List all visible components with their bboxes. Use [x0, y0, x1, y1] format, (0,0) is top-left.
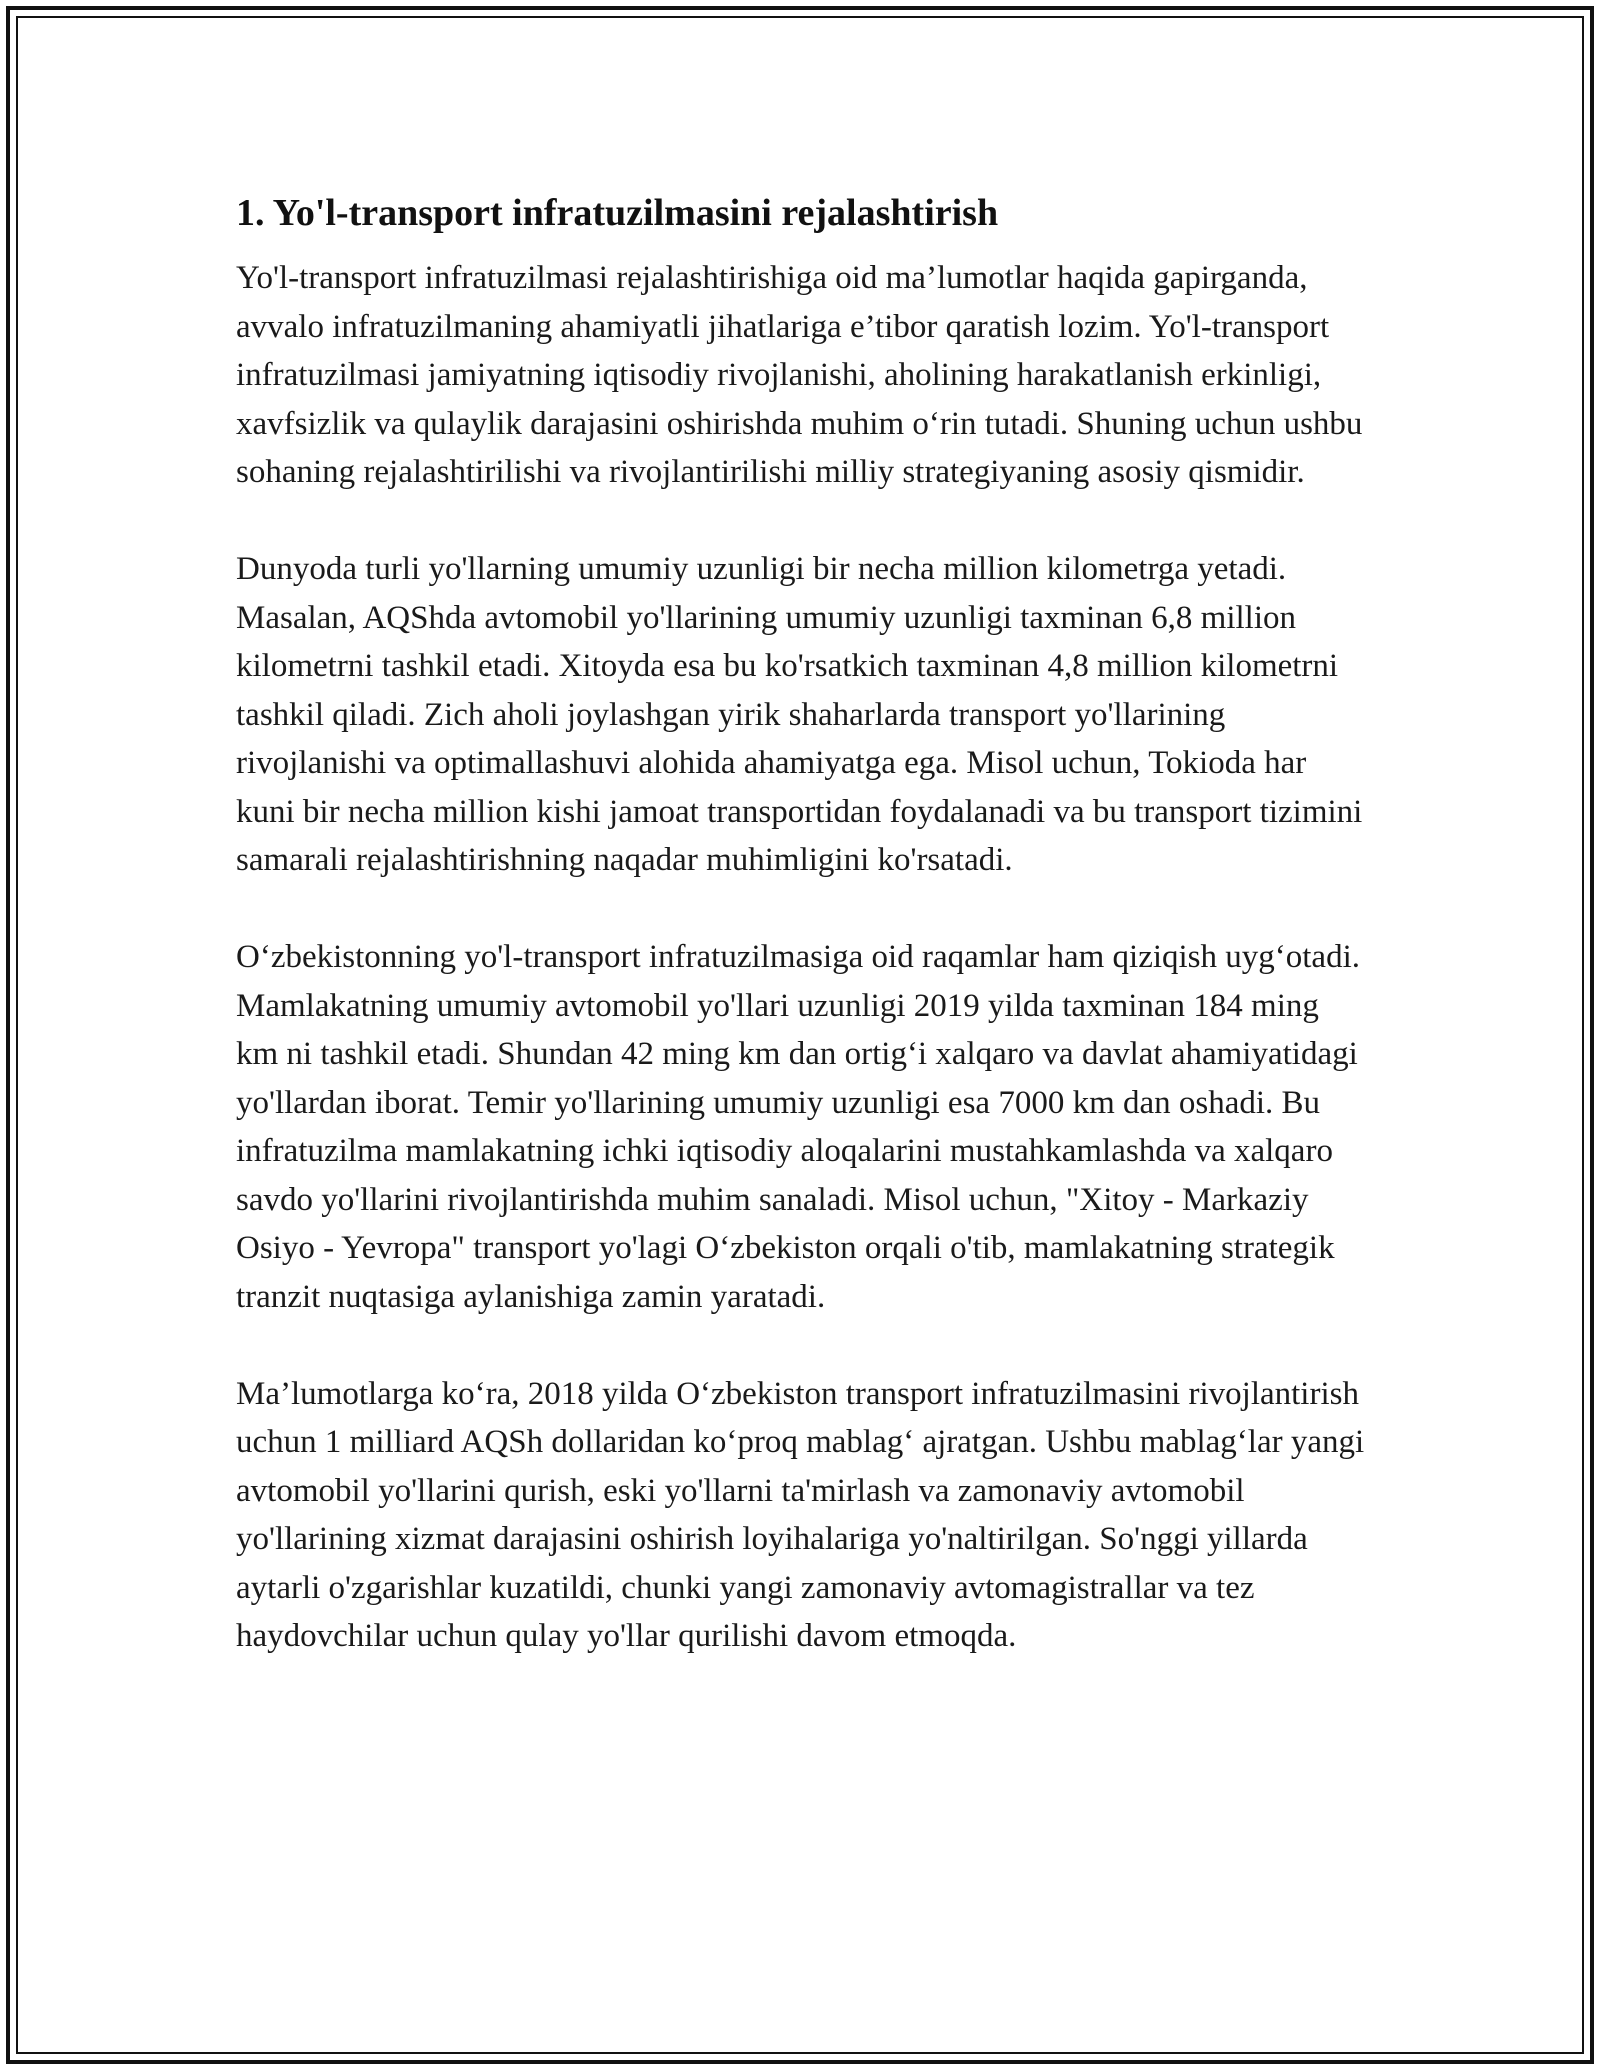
- paragraph-uzbekistan-roads: O‘zbekistonning yo'l-transport infratuzilmasiga oid raqamlar ham qiziqish uyg‘otadi. Mamlakatning umumiy avtomobil yo'llari uzunligi 2019 yilda taxminan 184 ming km ni tashkil etadi. Shundan 42 ming km dan ortig‘i xalqaro va davlat ahamiyatidagi yo'llardan iborat. Temir yo'llarining umumiy uzunligi esa 7000 km dan oshadi. Bu infratuzilma mamlakatning ichki iqtisodiy aloqalarini mustahkamlashda va xalqaro savdo yo'llarini rivojlantirishda muhim sanaladi. Misol uchun, "Xitoy - Markaziy Osiyo - Yevropa" transport yo'lagi O‘zbekiston orqali o'tib, mamlakatning strategik tranzit nuqtasiga aylanishiga zamin yaratadi.: [236, 939, 1360, 1315]
- document-body: [236, 186, 1366, 1709]
- paragraph-intro: Yo'l-transport infratuzilmasi rejalashtirishiga oid ma’lumotlar haqida gapirganda, avvalo infratuzilmaning ahamiyatli jihatlariga e’tibor qaratish lozim. Yo'l-transport infratuzilmasi jamiyatning iqtisodiy rivojlanishi, aholining harakatlanish erkinligi, xavfsizlik va qulaylik darajasini oshirishda muhim o‘rin tutadi. Shuning uchun ushbu sohaning rejalashtirilishi va rivojlantirilishi milliy strategiyaning asosiy qismidir.: [236, 260, 1363, 490]
- paragraph-world-roads: Dunyoda turli yo'llarning umumiy uzunligi bir necha million kilometrga yetadi. Masalan, AQShda avtomobil yo'llarining umumiy uzunligi taxminan 6,8 million kilometrni tashkil etadi. Xitoyda esa bu ko'rsatkich taxminan 4,8 million kilometrni tashkil qiladi. Zich aholi joylashgan yirik shaharlarda transport yo'llarining rivojlanishi va optimallashuvi alohida ahamiyatga ega. Misol uchun, Tokioda har kuni bir necha million kishi jamoat transportidan foydalanadi va bu transport tizimini samarali rejalashtirishning naqadar muhimligini ko'rsatadi.: [236, 551, 1363, 878]
- paragraph-investment: Ma’lumotlarga ko‘ra, 2018 yilda O‘zbekiston transport infratuzilmasini rivojlantirish uchun 1 milliard AQSh dollaridan ko‘proq mablag‘ ajratgan. Ushbu mablag‘lar yangi avtomobil yo'llarini qurish, eski yo'llarni ta'mirlash va zamonaviy avtomobil yo'llarining xizmat darajasini oshirish loyihalariga yo'naltirilgan. So'nggi yillarda aytarli o'zgarishlar kuzatildi, chunki yangi zamonaviy avtomagistrallar va tez haydovchilar uchun qulay yo'llar qurilishi davom etmoqda.: [236, 1375, 1365, 1654]
- section-heading: 1. Yo'l-transport infratuzilmasini rejalashtirish: [236, 192, 999, 234]
